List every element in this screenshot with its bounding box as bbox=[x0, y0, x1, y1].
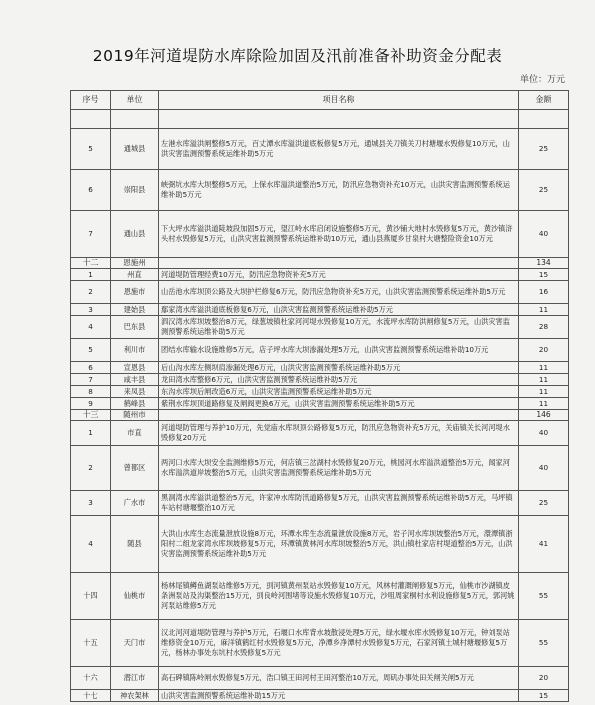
cell-item: 后山沟水库左侧坝肩渗漏处理6万元，山洪灾害监测预警系统运维补助5万元 bbox=[159, 362, 519, 374]
cell-no: 7 bbox=[71, 211, 111, 258]
table-row bbox=[71, 110, 569, 129]
cell-amount: 20 bbox=[519, 667, 569, 690]
cell-unit: 建始县 bbox=[111, 304, 159, 316]
table-row bbox=[71, 281, 569, 304]
cell-item bbox=[159, 258, 519, 269]
cell-amount: 11 bbox=[519, 386, 569, 398]
document-title: 2019年河道堤防水库除险加固及汛前准备补助资金分配表 bbox=[92, 47, 503, 65]
cell-unit: 来凤县 bbox=[111, 386, 159, 398]
cell-item: 山洪灾害监测预警系统运维补助15万元 bbox=[159, 690, 519, 702]
cell-item: 大洪山水库生态流量泄放设施8万元，环潭水库生态流量泄放设施8万元，岩子河水库坝坡整治5万元，澴潭镇浙阳村二组龙家湾水库坝坡修复5万元，环潭镇黄林河水库坝坡整治5万元，洪山镇杜家店村堤道整治5万元，山洪灾害监测预警系统运维补助5万元 bbox=[159, 516, 519, 573]
cell-amount: 25 bbox=[519, 170, 569, 211]
table-row bbox=[71, 690, 569, 702]
cell-no: 1 bbox=[71, 269, 111, 281]
cell-no: 6 bbox=[71, 362, 111, 374]
cell-unit: 州直 bbox=[111, 269, 159, 281]
cell-item bbox=[159, 110, 519, 129]
cell-no: 十四 bbox=[71, 573, 111, 620]
cell-unit bbox=[111, 110, 159, 129]
cell-item: 团结水库输水设施维修5万元，店子坪水库大坝渗漏处理5万元，山洪灾害监测预警系统运维补助10万元 bbox=[159, 339, 519, 362]
header-unit: 单位 bbox=[111, 91, 159, 110]
cell-unit: 广水市 bbox=[111, 491, 159, 516]
cell-amount: 41 bbox=[519, 516, 569, 573]
cell-no: 8 bbox=[71, 386, 111, 398]
table-row bbox=[71, 398, 569, 410]
table-row bbox=[71, 667, 569, 690]
table-row bbox=[71, 211, 569, 258]
cell-amount: 20 bbox=[519, 339, 569, 362]
table-row bbox=[71, 386, 569, 398]
cell-unit: 鹤峰县 bbox=[111, 398, 159, 410]
cell-amount: 28 bbox=[519, 316, 569, 339]
cell-unit: 恩施市 bbox=[111, 281, 159, 304]
cell-unit: 神农架林 bbox=[111, 690, 159, 702]
cell-amount: 55 bbox=[519, 620, 569, 667]
table-row bbox=[71, 316, 569, 339]
cell-no: 2 bbox=[71, 281, 111, 304]
table-row bbox=[71, 446, 569, 491]
cell-item: 左港水库溢洪闸整修5万元，百丈潭水库溢洪道底板修复5万元，通城县关刀镇关刀村塘堰水毁修复10万元，山洪灾害监测预警系统运维补助5万元 bbox=[159, 129, 519, 170]
cell-unit: 天门市 bbox=[111, 620, 159, 667]
cell-item: 汉北河河道堤防管理与养护5万元，石堰口水库背水坡散浸处理5万元，绿水堰水库水毁修复10万元，钟刘泵站维修资金10万元，麻洋镇鹤红村水毁修复5万元，净潭乡净潭村水毁修复5万元，石家河镇土城村塘堰修复5万元，杨林办事处东坑村水毁修复5万元 bbox=[159, 620, 519, 667]
cell-amount: 15 bbox=[519, 269, 569, 281]
cell-item: 鄢家湾水库溢洪道底板修复6万元，山洪灾害监测预警系统运维补助5万元 bbox=[159, 304, 519, 316]
cell-unit: 巴东县 bbox=[111, 316, 159, 339]
cell-item bbox=[159, 410, 519, 421]
cell-no: 6 bbox=[71, 170, 111, 211]
cell-amount: 11 bbox=[519, 304, 569, 316]
cell-no bbox=[71, 110, 111, 129]
cell-no: 十三 bbox=[71, 410, 111, 421]
table-row bbox=[71, 304, 569, 316]
cell-amount: 25 bbox=[519, 129, 569, 170]
table-row bbox=[71, 170, 569, 211]
cell-unit: 宣恩县 bbox=[111, 362, 159, 374]
cell-no: 9 bbox=[71, 398, 111, 410]
cell-no: 5 bbox=[71, 339, 111, 362]
cell-amount: 11 bbox=[519, 374, 569, 386]
cell-unit: 潜江市 bbox=[111, 667, 159, 690]
cell-item: 东沟水库坝后闸改造6万元，山洪灾害监测预警系统运维补助5万元 bbox=[159, 386, 519, 398]
cell-amount bbox=[519, 110, 569, 129]
cell-no: 十二 bbox=[71, 258, 111, 269]
table-header-row bbox=[71, 91, 569, 110]
cell-no: 3 bbox=[71, 304, 111, 316]
cell-item: 杨林尾镇鳟鱼湖泵站维修5万元，剅河镇黄州泵站水毁修复10万元，风林村灌溉闸修复5万元，仙桃市沙湖镇皮条洲泵站及沟渠整治15万元，剅良岭河围堵等设施水毁修复10万元，沙咀周家桐村水利设施修复5万元，郭河姚河泵站维修5万元 bbox=[159, 573, 519, 620]
allocation-table bbox=[70, 90, 569, 702]
table-row bbox=[71, 620, 569, 667]
table-row bbox=[71, 491, 569, 516]
cell-no: 十六 bbox=[71, 667, 111, 690]
table-row bbox=[71, 421, 569, 446]
cell-no: 3 bbox=[71, 491, 111, 516]
header-no: 序号 bbox=[71, 91, 111, 110]
cell-unit: 崇阳县 bbox=[111, 170, 159, 211]
table-row bbox=[71, 129, 569, 170]
cell-unit: 仙桃市 bbox=[111, 573, 159, 620]
cell-no: 4 bbox=[71, 516, 111, 573]
cell-amount: 16 bbox=[519, 281, 569, 304]
cell-item: 高石碑镇陈岭闸水毁修复5万元，浩口镇王田河村王田河整治10万元，周矶办事处田关闸关闸5万元 bbox=[159, 667, 519, 690]
cell-no: 2 bbox=[71, 446, 111, 491]
cell-item: 山岳池水库坝顶公路及大坝护栏修复6万元，防汛应急物资补充5万元，山洪灾害监测预警系统运维补助5万元 bbox=[159, 281, 519, 304]
table-row bbox=[71, 339, 569, 362]
cell-item: 两河口水库大坝安全监测维修5万元，何店镇三岔湖村水毁修复20万元，桃园河水库溢洪道整治5万元，闻家河水库溢洪道岸坡整治5万元，山洪灾害监测预警系统运维补助5万元 bbox=[159, 446, 519, 491]
header-item: 项目名称 bbox=[159, 91, 519, 110]
table-row bbox=[71, 269, 569, 281]
cell-item: 紫荆水库坝顶道路修复及闸阀更换6万元，山洪灾害监测预警系统运维补助5万元 bbox=[159, 398, 519, 410]
table-row bbox=[71, 362, 569, 374]
cell-amount: 55 bbox=[519, 573, 569, 620]
header-amount: 金额 bbox=[519, 91, 569, 110]
table-row bbox=[71, 374, 569, 386]
cell-unit: 利川市 bbox=[111, 339, 159, 362]
cell-item: 河道堤防管理经费10万元，防汛应急物资补充5万元 bbox=[159, 269, 519, 281]
cell-item: 河道堤防管理与养护10万元，先觉庙水库坝顶公路修复5万元，防汛应急物资补充5万元，关庙镇关长河河堤水毁修复20万元 bbox=[159, 421, 519, 446]
cell-unit: 恩施州 bbox=[111, 258, 159, 269]
cell-no: 1 bbox=[71, 421, 111, 446]
cell-item: 龙田湾水库整修6万元，山洪灾害监测预警系统运维补助5万元 bbox=[159, 374, 519, 386]
cell-no: 7 bbox=[71, 374, 111, 386]
cell-unit: 通山县 bbox=[111, 211, 159, 258]
unit-note: 单位：万元 bbox=[519, 75, 565, 85]
cell-item: 下大坪水库溢洪道陡坡段加固5万元，望江岭水库启闭设施整修5万元，黄沙铺大地村水毁修复5万元，黄沙镇浒头村水毁修复5万元，山洪灾害监测预警系统运维补助10万元，通山县燕厦乡甘泉村大塘整险资金10万元 bbox=[159, 211, 519, 258]
cell-no: 5 bbox=[71, 129, 111, 170]
cell-amount: 25 bbox=[519, 491, 569, 516]
cell-amount: 134 bbox=[519, 258, 569, 269]
cell-amount: 11 bbox=[519, 362, 569, 374]
table-group-row bbox=[71, 410, 569, 421]
table-row bbox=[71, 516, 569, 573]
cell-amount: 40 bbox=[519, 211, 569, 258]
cell-unit: 随县 bbox=[111, 516, 159, 573]
cell-unit: 咸丰县 bbox=[111, 374, 159, 386]
cell-unit: 通城县 bbox=[111, 129, 159, 170]
table-row bbox=[71, 573, 569, 620]
cell-item: 泗汉湾水库坝坡整治8万元，绿葱坡镇杜家河河堤水毁修复10万元，水流坪水库防洪闸修复5万元，山洪灾害监测预警系统运维补助5万元 bbox=[159, 316, 519, 339]
cell-item: 峡弼坑水库大坝整修5万元，上保水库溢洪道整治5万元，防汛应急物资补充10万元，山洪灾害监测预警系统运维补助5万元 bbox=[159, 170, 519, 211]
cell-amount: 15 bbox=[519, 690, 569, 702]
cell-unit: 市直 bbox=[111, 421, 159, 446]
cell-unit: 随州市 bbox=[111, 410, 159, 421]
cell-unit: 曾都区 bbox=[111, 446, 159, 491]
cell-amount: 11 bbox=[519, 398, 569, 410]
table-body bbox=[71, 110, 569, 702]
cell-no: 十五 bbox=[71, 620, 111, 667]
cell-amount: 40 bbox=[519, 421, 569, 446]
cell-no: 十七 bbox=[71, 690, 111, 702]
cell-no: 4 bbox=[71, 316, 111, 339]
table-group-row bbox=[71, 258, 569, 269]
cell-item: 黑洞湾水库溢洪道整治5万元，许家冲水库防汛道路修复5万元，山洪灾害监测预警系统运维补助5万元，马坪镇车站村塘堰整治10万元 bbox=[159, 491, 519, 516]
cell-amount: 146 bbox=[519, 410, 569, 421]
cell-amount: 40 bbox=[519, 446, 569, 491]
